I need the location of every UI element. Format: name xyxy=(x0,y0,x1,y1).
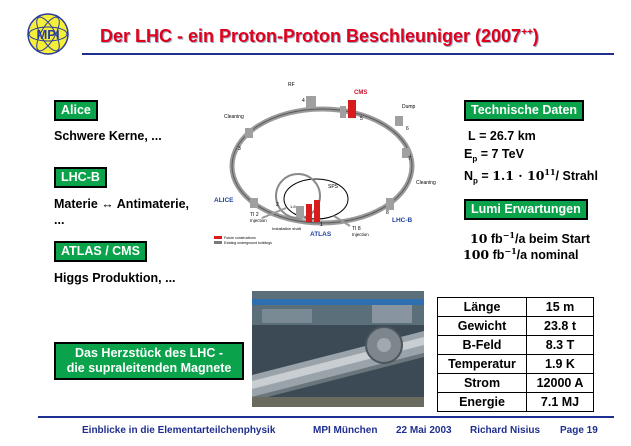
tech-length: L = 26.7 km xyxy=(468,129,536,143)
svg-text:Injection: Injection xyxy=(352,232,369,237)
spec-name: Temperatur xyxy=(438,355,527,374)
svg-text:7: 7 xyxy=(408,156,411,162)
lhc-map xyxy=(210,78,450,248)
spec-row xyxy=(438,374,594,393)
cms-cavern xyxy=(348,100,356,118)
atlas-cms-box: ATLAS / CMS xyxy=(54,241,147,262)
svg-text:RF: RF xyxy=(288,82,295,88)
mpi-logo xyxy=(24,12,72,61)
svg-text:5: 5 xyxy=(360,116,363,122)
svg-text:Cleaning: Cleaning xyxy=(416,180,436,186)
svg-text:6: 6 xyxy=(406,126,409,132)
spec-row xyxy=(438,336,594,355)
spec-name: Gewicht xyxy=(438,317,527,336)
svg-text:8: 8 xyxy=(386,210,389,216)
spec-name: Länge xyxy=(438,298,527,317)
svg-text:SPS: SPS xyxy=(328,184,339,190)
spec-row xyxy=(438,317,594,336)
svg-text:Installation shaft: Installation shaft xyxy=(272,226,301,231)
svg-text:MPI: MPI xyxy=(36,27,60,42)
svg-text:Cleaning: Cleaning xyxy=(224,114,244,120)
svg-text:1: 1 xyxy=(320,222,323,228)
lhcb-text: Materie ↔ Antimaterie, xyxy=(54,197,190,211)
atlas-cms-text: Higgs Produktion, ... xyxy=(54,271,176,285)
footer-date: 22 Mai 2003 xyxy=(396,425,452,436)
svg-text:4: 4 xyxy=(302,98,305,104)
svg-text:Future constructions: Future constructions xyxy=(224,236,256,240)
tech-data-box: Technische Daten xyxy=(464,100,584,121)
svg-text:Dump: Dump xyxy=(402,104,416,110)
title-rule xyxy=(82,53,614,55)
footer-place: MPI München xyxy=(313,425,378,436)
atlas-cavern xyxy=(306,204,312,222)
tech-energy: $E_p = 7$ TeV xyxy=(464,147,524,164)
spec-value: 7.1 MJ xyxy=(527,393,594,412)
spec-name: Strom xyxy=(438,374,527,393)
spec-row xyxy=(438,298,594,317)
footer-rule xyxy=(38,416,614,418)
footer-course: Einblicke in die Elementarteilchenphysik xyxy=(82,425,276,436)
spec-value: 15 m xyxy=(527,298,594,317)
page-title: Der LHC - ein Proton-Proton Beschleuniger (2007++) xyxy=(100,26,539,46)
footer-page: Page 19 xyxy=(560,425,598,436)
lumi-start: 10 $fb^{-1}/a$ beim Start xyxy=(470,230,591,247)
spec-row xyxy=(438,393,594,412)
svg-text:1.8: 1.8 xyxy=(290,204,296,209)
svg-text:CMS: CMS xyxy=(354,90,368,96)
lhcb-box: LHC-B xyxy=(54,167,107,188)
footer-author: Richard Nisius xyxy=(470,425,541,436)
spec-value: 1.9 K xyxy=(527,355,594,374)
spec-value: 12000 A xyxy=(527,374,594,393)
alice-text: Schwere Kerne, ... xyxy=(54,129,162,143)
spec-value: 23.8 t xyxy=(527,317,594,336)
spec-name: B-Feld xyxy=(438,336,527,355)
svg-text:ATLAS: ATLAS xyxy=(310,231,332,238)
alice-box: Alice xyxy=(54,100,98,121)
spec-name: Energie xyxy=(438,393,527,412)
svg-text:TI 8: TI 8 xyxy=(352,226,361,232)
spec-row xyxy=(438,355,594,374)
svg-text:TI 2: TI 2 xyxy=(250,212,259,218)
lumi-box: Lumi Erwartungen xyxy=(464,199,588,220)
svg-text:Existing underground buildings: Existing underground buildings xyxy=(224,241,272,245)
svg-text:Injection: Injection xyxy=(250,218,267,223)
svg-text:LHC-B: LHC-B xyxy=(392,217,413,224)
spec-value: 8.3 T xyxy=(527,336,594,355)
lhcb-text-continued: ... xyxy=(54,213,65,227)
lhc-ring xyxy=(232,109,412,223)
magnet-specs-table xyxy=(437,297,594,412)
svg-text:2: 2 xyxy=(276,202,279,208)
tech-protons: $N_p = 1.1 \cdot 10^{11}/$ Strahl xyxy=(464,167,598,186)
svg-text:ALICE: ALICE xyxy=(214,197,234,204)
magnet-box: Das Herzstück des LHC - die supraleitenden Magnete xyxy=(54,342,244,380)
magnet-photo xyxy=(252,291,424,407)
svg-text:3: 3 xyxy=(238,146,241,152)
lumi-nominal: 100 $fb^{-1}/a$ nominal xyxy=(463,246,579,263)
